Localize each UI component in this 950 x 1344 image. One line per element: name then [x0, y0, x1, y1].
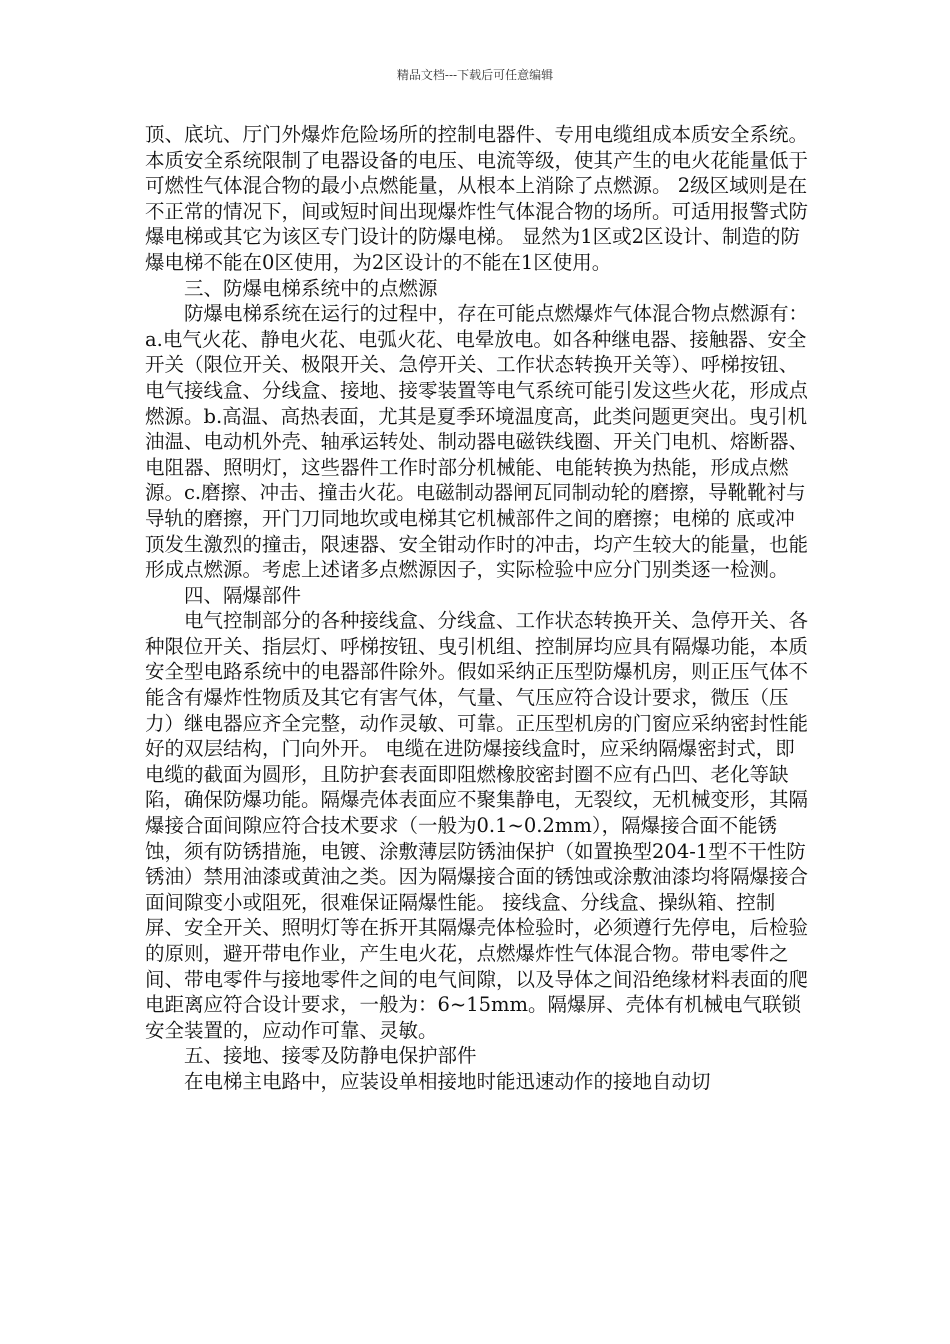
paragraph: 电气控制部分的各种接线盒、分线盒、工作状态转换开关、急停开关、各种限位开关、指层灯、呼梯按钮、曳引机组、控制屏均应具有隔爆功能，本质安全型电路系统中的电器部件除外。假如采纳正压型防爆机房，则正压气体不能含有爆炸性物质及其它有害气体，气量、气压应符合设计要求，微压（压力）继电器应齐全完整，动作灵敏、可靠。正压型机房的门窗应采纳密封性能好的双层结构，门向外开。 电缆在进防爆接线盒时，应采纳隔爆密封式，即电缆的截面为圆形，且防护套表面即阻燃橡胶密封圈不应有凸凹、老化等缺陷，确保防爆功能。隔爆壳体表面应不聚集静电，无裂纹，无机械变形，其隔爆接合面间隙应符合技术要求（一般为0.1~0.2mm），隔爆接合面不能锈蚀，须有防锈措施，电镀、涂敷薄层防锈油保护（如置换型204-1型不干性防锈油）禁用油漆或黄油之类。因为隔爆接合面的锈蚀或涂敷油漆均将隔爆接合面间隙变小或阻死，很难保证隔爆性能。 接线盒、分线盒、操纵箱、控制屏、安全开关、照明灯等在拆开其隔爆壳体检验时，必须遵行先停电，后检验的原则，避开带电作业，产生电火花，点燃爆炸性气体混合物。带电零件之间、带电零件与接地零件之间的电气间隙，以及导体之间沿绝缘材料表面的爬电距离应符合设计要求，一般为：6~15mm。隔爆屏、壳体有机械电气联锁安全装置的，应动作可靠、灵敏。 [145, 609, 809, 1042]
paragraph: 防爆电梯系统在运行的过程中，存在可能点燃爆炸气体混合物点燃源有：a.电气火花、静电火花、电弧火花、电晕放电。如各种继电器、接触器、安全开关（限位开关、极限开关、急停开关、工作状态转换开关等）、呼梯按钮、电气接线盒、分线盒、接地、接零装置等电气系统可能引发这些火花，形成点燃源。b.高温、高热表面，尤其是夏季环境温度高，此类问题更突出。曳引机油温、电动机外壳、轴承运转处、制动器电磁铁线圈、开关门电机、熔断器、电阻器、照明灯，这些器件工作时部分机械能、电能转换为热能，形成点燃源。c.磨擦、冲击、撞击火花。电磁制动器闸瓦同制动轮的磨擦，导靴靴衬与导轨的磨擦，开门刀同地坎或电梯其它机械部件之间的磨擦；电梯的 底或冲顶发生激烈的撞击，限速器、安全钳动作时的冲击，均产生较大的能量，也能形成点燃源。考虑上述诸多点燃源因子，实际检验中应分门别类逐一检测。 [145, 302, 809, 582]
paragraph: 四、隔爆部件 [184, 583, 302, 607]
paragraph: 顶、底坑、厅门外爆炸危险场所的控制电器件、专用电缆组成本质安全系统。本质安全系统限制了电器设备的电压、电流等级，使其产生的电火花能量低于可燃性气体混合物的最小点燃能量，从根本上消除了点燃源。 2级区域则是在不正常的情况下，间或短时间出现爆炸性气体混合物的场所。可适用报警式防爆电梯或其它为该区专门设计的防爆电梯。 显然为1区或2区设计、制造的防爆电梯不能在0区使用，为2区设计的不能在1区使用。 [145, 123, 809, 274]
paragraph: 五、接地、接零及防静电保护部件 [184, 1044, 477, 1068]
page-header: 精品文档---下载后可任意编辑 [396, 68, 554, 82]
paragraph: 三、防爆电梯系统中的点燃源 [184, 276, 438, 300]
document-body [145, 122, 810, 1095]
paragraph: 在电梯主电路中，应装设单相接地时能迅速动作的接地自动切 [184, 1069, 711, 1093]
